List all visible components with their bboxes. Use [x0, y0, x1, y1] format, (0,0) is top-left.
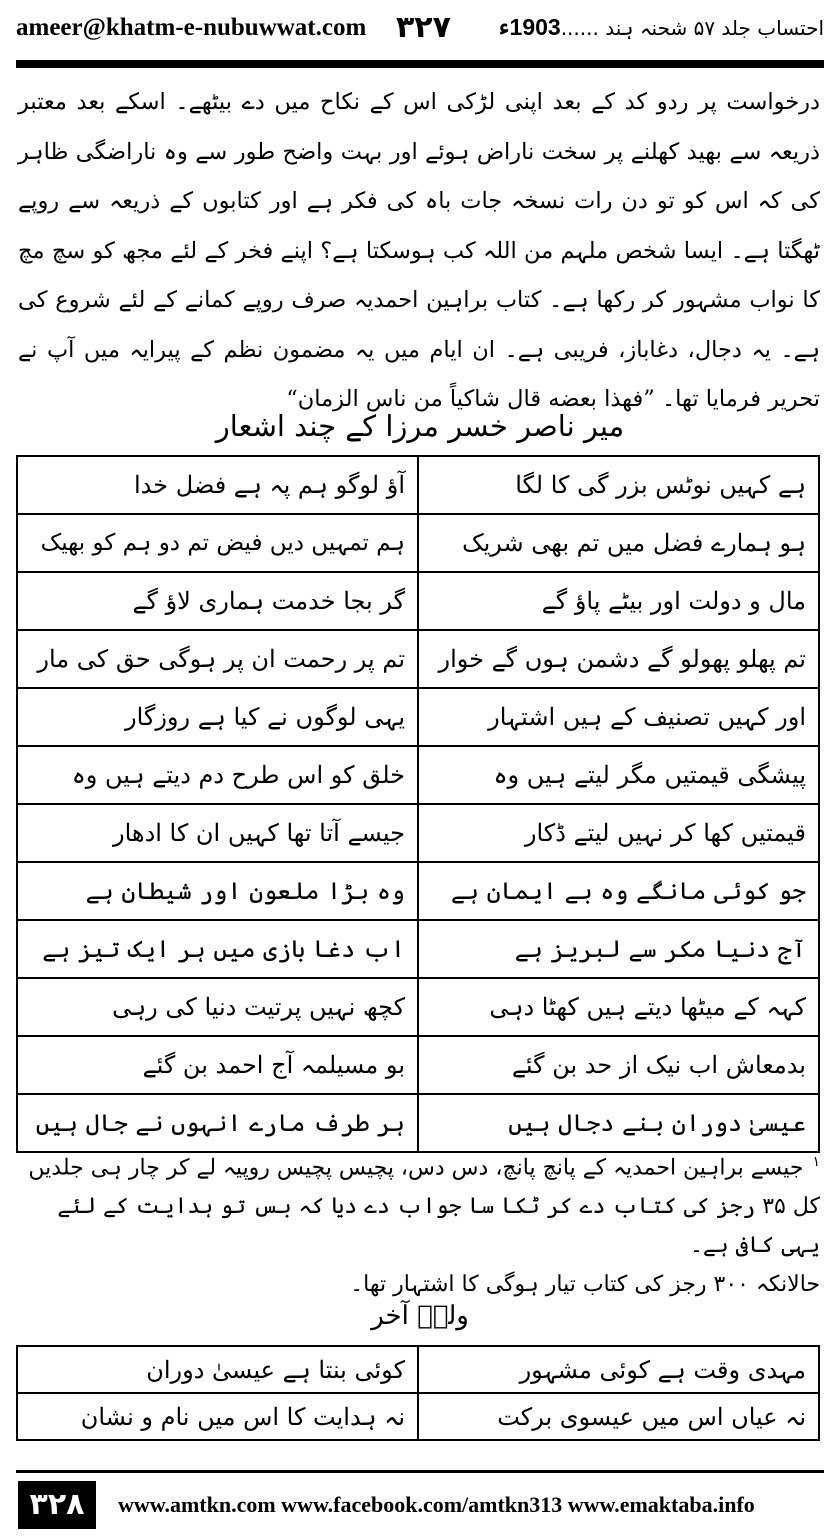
verse-right: آج دنیا مکر سے لبریز ہے — [418, 920, 819, 978]
verse-right: ہے کہیں نوٹس بزر گی کا لگا — [418, 456, 819, 514]
verse-left: کوئی بنتا ہے عیسیٰ دوران — [17, 1346, 418, 1393]
couplet-row — [17, 514, 819, 572]
body-paragraph: درخواست پر ردو کد کے بعد اپنی لڑکی اس کے نکاح میں دے بیٹھے۔ اسکے بعد معتبر ذریعہ سے بھید کھلنے پر سخت ناراض ہوئے اور بہت واضح طور سے وہ ناراضگی ظاہر کی کہ اس کو تو دن رات نسخہ جات باہ کی فکر ہے اور کتابوں کے ذریعہ سے روپے ٹھگتا ہے۔ ایسا شخص ملہم من اللہ کب ہوسکتا ہے؟ اپنے فخر کے لئے مجھ کو سچ مچ کا نواب مشہور کر رکھا ہے۔ کتاب براہین احمدیہ صرف روپے کمانے کے لئے شروع کی ہے۔ یہ دجال، دغاباز، فریبی ہے۔ ان ایام میں یہ مضمون نظم کے پیرایہ میں آپ نے تحریر فرمایا تھا۔ ”فھذا بعضه قال شاکیاً من ناس الزمان“ — [18, 89, 820, 412]
couplet-row — [17, 688, 819, 746]
couplet-row — [17, 572, 819, 630]
verse-left: ہر طرف مارے انہوں نے جال ہیں — [17, 1094, 418, 1152]
page-header — [16, 10, 824, 50]
couplet-row — [17, 920, 819, 978]
couplet-row — [17, 1346, 819, 1393]
footnote-line: حالانکہ ۳۰۰ رجز کی کتاب تیار ہوگی کا اشتہار تھا۔ — [350, 1272, 820, 1298]
couplet-row — [17, 1393, 819, 1440]
couplet-row — [17, 1036, 819, 1094]
verse-left: تم پر رحمت ان پر ہوگی حق کی مار — [17, 630, 418, 688]
header-year: 1903ء — [498, 14, 561, 40]
footnote-line: کل ۳۵ رجز کی کتاب دے کر ٹکا سا جواب دے دیا کہ بس تو ہدایت کے لئے یہی کافی ہے۔ — [57, 1194, 820, 1259]
header-page-number: ۳۲۷ — [396, 10, 451, 45]
verse-left: خلق کو اس طرح دم دیتے ہیں وہ — [17, 746, 418, 804]
verse-right: ہو ہمارے فضل میں تم بھی شریک — [418, 514, 819, 572]
poem-table-2 — [16, 1345, 820, 1441]
verse-left: وہ بڑا ملعون اور شیطان ہے — [17, 862, 418, 920]
verse-left: نہ ہدایت کا اس میں نام و نشان — [17, 1393, 418, 1440]
footnote — [18, 1143, 820, 1304]
verse-left: کچھ نہیں پرتیت دنیا کی رہی — [17, 978, 418, 1036]
verse-right: تم پھلو پھولو گے دشمن ہوں گے خوار — [418, 630, 819, 688]
verse-right: مال و دولت اور بیٹے پاؤ گے — [418, 572, 819, 630]
verse-right: قیمتیں کھا کر نہیں لیتے ڈکار — [418, 804, 819, 862]
verse-left: یہی لوگوں نے کیا ہے روزگار — [17, 688, 418, 746]
couplet-row — [17, 804, 819, 862]
section-subheading: ولہٗ آخر — [371, 1301, 469, 1331]
couplet-row — [17, 630, 819, 688]
footnote-mark: ۱ — [812, 1154, 820, 1170]
verse-right: پیشگی قیمتیں مگر لیتے ہیں وہ — [418, 746, 819, 804]
verse-left: بو مسیلمہ آج احمد بن گئے — [17, 1036, 418, 1094]
verse-left: آؤ لوگو ہم پہ ہے فضل خدا — [17, 456, 418, 514]
verse-right: جو کوئی مانگے وہ بے ایمان ہے — [418, 862, 819, 920]
header-volume-title: احتساب جلد ۵۷ شحنہ ہند ...... — [560, 16, 824, 40]
header-email: ameer@khatm-e-nubuwwat.com — [16, 14, 367, 41]
verse-left: اب دغا بازی میں ہر ایک تیز ہے — [17, 920, 418, 978]
footer-page-number: ۳۲۸ — [18, 1481, 96, 1529]
verse-right: اور کہیں تصنیف کے ہیں اشتہار — [418, 688, 819, 746]
header-rule — [16, 60, 824, 68]
verse-right: بدمعاش اب نیک از حد بن گئے — [418, 1036, 819, 1094]
couplet-row — [17, 746, 819, 804]
footnote-line: $^۱$ جیسے براہین احمدیہ کے پانچ پانچ، دس دس، پچیس پچیس روپیہ لے کر چار ہی جلدیں — [28, 1154, 820, 1181]
poem-table — [16, 455, 820, 1153]
verse-left: گر بجا خدمت ہماری لاؤ گے — [17, 572, 418, 630]
couplet-row — [17, 862, 819, 920]
verse-left: جیسے آتا تھا کہیں ان کا ادھار — [17, 804, 418, 862]
verse-left: ہم تمہیں دیں فیض تم دو ہم کو بھیک — [17, 514, 418, 572]
footer-links: www.amtkn.com www.facebook.com/amtkn313 www.emaktaba.info — [118, 1492, 755, 1517]
couplet-row — [17, 978, 819, 1036]
verse-right: عیسیٰ دوران بنے دجال ہیں — [418, 1094, 819, 1152]
verse-right: نہ عیاں اس میں عیسوی برکت — [418, 1393, 819, 1440]
header-volume-info — [499, 14, 824, 41]
verse-right: کہہ کے میٹھا دیتے ہیں کھٹا دہی — [418, 978, 819, 1036]
verse-right: مہدی وقت ہے کوئی مشہور — [418, 1346, 819, 1393]
couplet-row — [17, 456, 819, 514]
footer-rule — [16, 1470, 824, 1473]
poem-title: میر ناصر خسر مرزا کے چند اشعار — [215, 409, 625, 443]
